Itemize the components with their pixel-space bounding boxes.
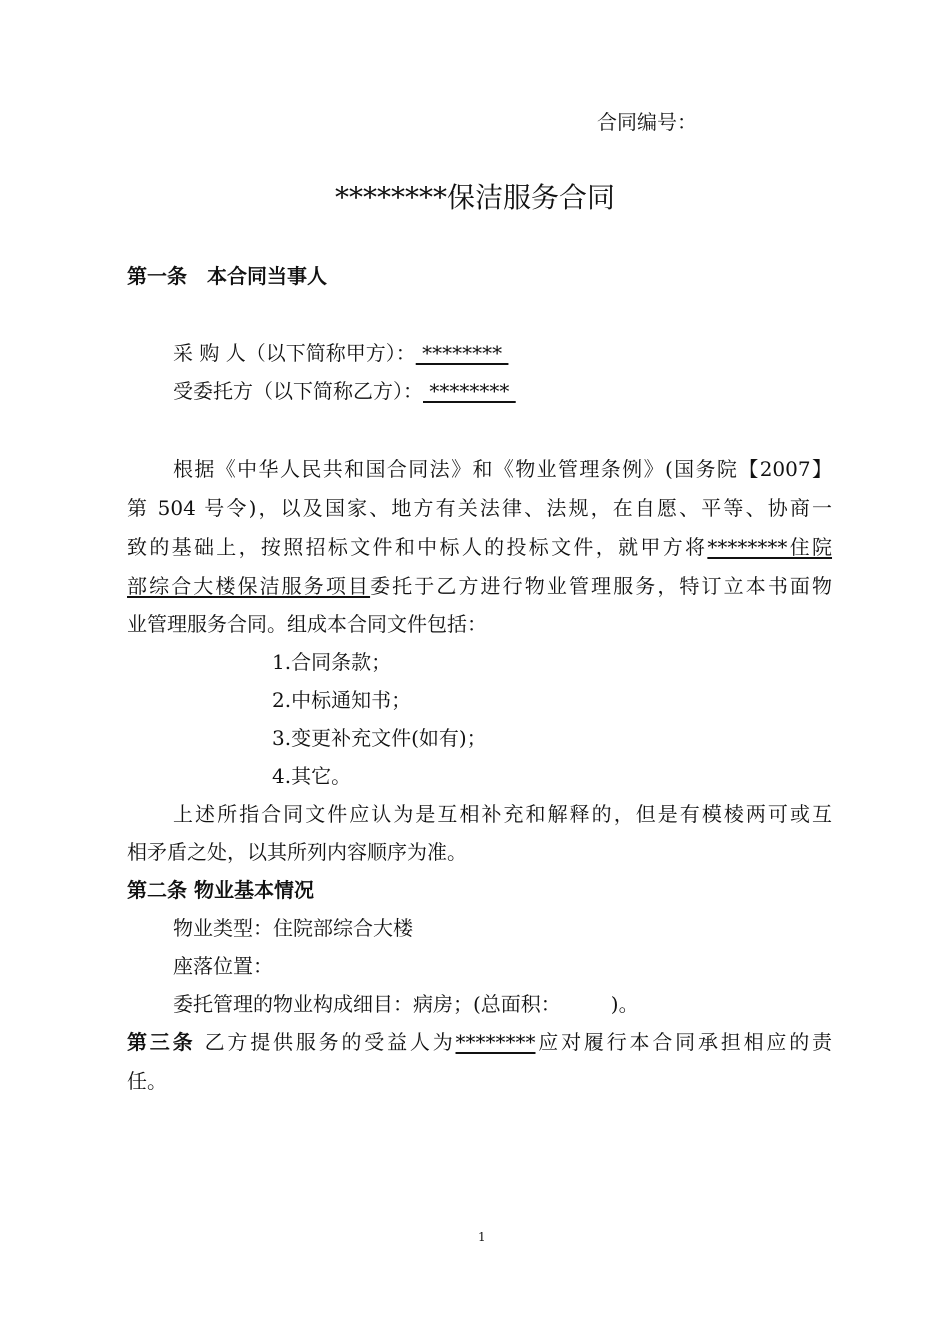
property-type: 物业类型：住院部综合大楼 xyxy=(173,916,413,940)
property-location: 座落位置： xyxy=(173,954,273,978)
party-b-line xyxy=(173,372,516,410)
doc-item-2: 2.中标通知书； xyxy=(272,688,412,712)
article-2-heading: 第二条 物业基本情况 xyxy=(127,878,314,902)
doc-item-1: 1.合同条款； xyxy=(272,650,392,674)
article-3-line-2: 任。 xyxy=(127,1069,167,1093)
doc-item-4: 4.其它。 xyxy=(272,764,352,788)
contract-number-label: 合同编号： xyxy=(597,110,697,134)
party-b-label: 受委托方（以下简称乙方）： xyxy=(173,379,423,403)
basis-line-5: 业管理服务合同。组成本合同文件包括： xyxy=(127,612,487,636)
beneficiary-underlined: ******** xyxy=(455,1030,536,1054)
project-name-underlined-b: 部综合大楼保洁服务项目 xyxy=(127,574,371,598)
article-3-heading: 第三条 xyxy=(127,1030,196,1054)
party-b-value: ******** xyxy=(423,379,516,403)
party-a-line xyxy=(173,334,548,372)
project-name-underlined-a: ********住院 xyxy=(707,535,833,559)
page-number: 1 xyxy=(478,1230,486,1244)
basis-line-3: 致的基础上，按照招标文件和中标人的投标文件，就甲方将********住院 xyxy=(127,535,833,559)
basis-line-4: 部综合大楼保洁服务项目委托于乙方进行物业管理服务，特订立本书面物 xyxy=(127,574,833,598)
precedence-line-1: 上述所指合同文件应认为是互相补充和解释的，但是有模棱两可或互 xyxy=(173,802,832,826)
party-a-value: ******** xyxy=(415,341,509,365)
precedence-line-2: 相矛盾之处，以其所列内容顺序为准。 xyxy=(127,840,467,864)
article-1-heading: 第一条 本合同当事人 xyxy=(127,264,327,288)
property-composition: 委托管理的物业构成细目：病房；(总面积： )。 xyxy=(173,992,639,1016)
document-title: ********保洁服务合同 xyxy=(335,181,616,214)
doc-item-3: 3.变更补充文件(如有)； xyxy=(272,726,487,750)
basis-line-2: 第 504 号令)，以及国家、地方有关法律、法规，在自愿、平等、协商一 xyxy=(127,496,832,520)
basis-line-1: 根据《中华人民共和国合同法》和《物业管理条例》(国务院【2007】 xyxy=(173,457,832,481)
article-3-line-1: 第三条 乙方提供服务的受益人为********应对履行本合同承担相应的责 xyxy=(127,1030,833,1054)
party-a-label: 采 购 人（以下简称甲方）： xyxy=(173,341,416,365)
